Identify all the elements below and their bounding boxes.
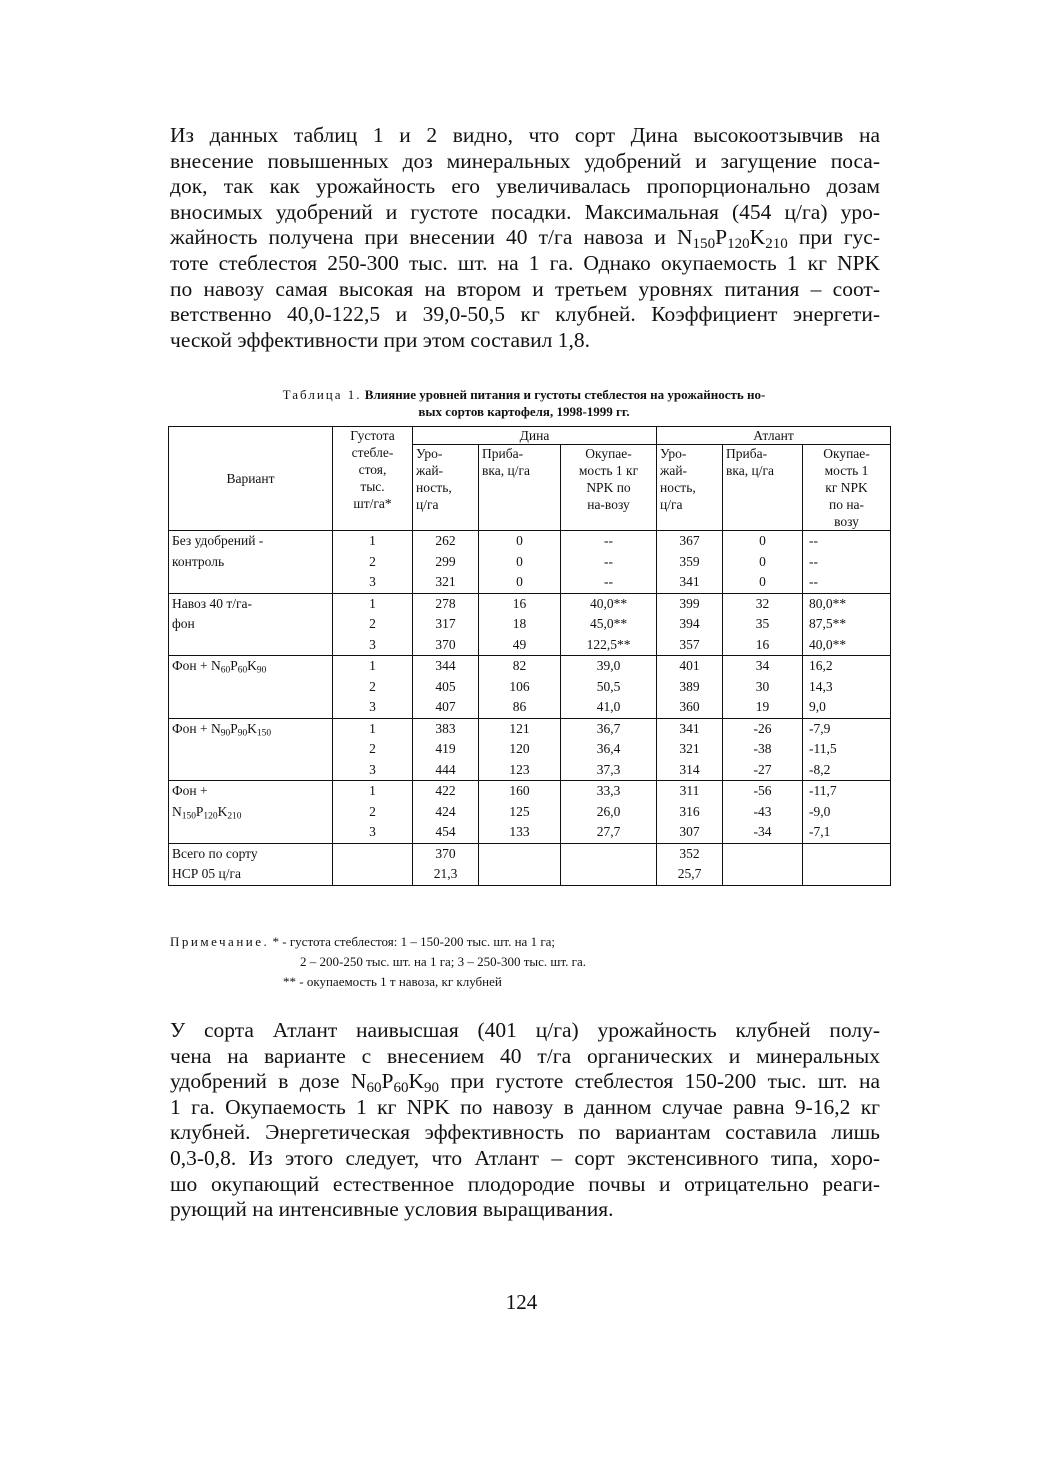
text-line: вносимых удобрений и густоте посадки. Максимальная (454 ц/га) уро-: [170, 199, 880, 224]
cell-density: [333, 718, 413, 781]
cell-variant-value: фон: [172, 616, 195, 631]
cell-dina-yield: [413, 843, 479, 885]
cell-dina-payback: [561, 593, 657, 656]
cell-dina-yield-value: 370: [435, 636, 456, 652]
header-dina-payback: [561, 445, 657, 531]
cell-dina-yield-value: 299: [435, 553, 456, 569]
cell-atlant-yield-value: 394: [679, 616, 700, 631]
cell-atlant-gain-value: -27: [753, 761, 772, 777]
text-line: внесение повышенных доз минеральных удобрений и загущение поса-: [170, 148, 880, 173]
cell-atlant-payback-value: -8,2: [809, 761, 831, 777]
cell-dina-gain: [479, 718, 561, 781]
cell-atlant-payback-value: -11,5: [809, 741, 837, 756]
cell-atlant-yield-value: 311: [679, 783, 700, 798]
cell-dina-yield: [413, 531, 479, 594]
header-line: Уро-: [416, 446, 443, 461]
cell-atlant-yield: [657, 843, 723, 885]
cell-variant-value: $N_{150}P_{120}K_{210}$: [172, 803, 242, 821]
cell-atlant-gain-value: 30: [755, 678, 770, 694]
note-line-3: ** - окупаемость 1 т навоза, кг клубней: [283, 974, 502, 989]
cell-dina-payback-value: 36,7: [596, 720, 621, 736]
cell-dina-yield-value: 419: [435, 741, 456, 756]
text-line: ветственно 40,0-122,5 и 39,0-50,5 кг клубней. Коэффициент энергети-: [170, 302, 880, 327]
text-line: 0,3-0,8. Из этого следует, что Атлант – сорт экстенсивного типа, хоро-: [170, 1145, 880, 1170]
cell-atlant-yield-value: 321: [679, 741, 700, 756]
text-line: жайность получена при внесении 40 т/га навоза и $N_{150}P_{120}K_{210}$ при гус-: [170, 225, 880, 253]
cell-dina-gain-value: 86: [512, 699, 527, 714]
cell-dina-payback-value: --: [604, 574, 613, 589]
cell-atlant-yield-value: 360: [679, 699, 700, 714]
cell-dina-yield-value: 424: [435, 803, 456, 819]
cell-atlant-payback-value: 40,0**: [809, 636, 847, 652]
cell-atlant-gain-value: -43: [753, 803, 772, 819]
cell-dina-yield-value: 370: [435, 845, 456, 861]
header-line: стебле-: [351, 445, 394, 460]
table-note: [170, 932, 890, 992]
header-line: мость 1 кг: [578, 463, 639, 478]
header-line: жай-: [416, 463, 444, 478]
cell-atlant-payback-value: -11,7: [809, 783, 837, 798]
cell-atlant-gain-value: 16: [755, 636, 770, 652]
cell-dina-payback: [561, 531, 657, 594]
cell-density-value: 2: [369, 616, 376, 631]
cell-dina-payback-value: 50,5: [596, 678, 621, 694]
table-row: [169, 656, 891, 719]
table-caption-title-cont: вых сортов картофеля, 1998-1999 гг.: [418, 404, 630, 419]
cell-atlant-gain-value: -34: [753, 824, 772, 839]
cell-dina-payback-value: --: [604, 533, 613, 548]
text-line: Из данных таблиц 1 и 2 видно, что сорт Дина высокоотзывчив на: [170, 123, 880, 147]
table-row: [169, 593, 891, 656]
cell-density-value: 3: [369, 636, 376, 652]
cell-atlant-payback-value: --: [809, 574, 818, 589]
cell-variant-value: Без удобрений -: [172, 533, 264, 548]
cell-atlant-payback: [803, 593, 891, 656]
cell-density-value: 3: [369, 574, 376, 589]
cell-atlant-gain-value: 0: [759, 533, 766, 548]
header-dina: Дина: [413, 427, 657, 445]
cell-atlant-yield: [657, 593, 723, 656]
text-line: рующий на интенсивные условия выращивания.: [170, 1197, 614, 1222]
cell-atlant-payback-value: --: [809, 533, 818, 548]
header-atlant-gain: [723, 445, 803, 531]
cell-atlant-yield-value: 307: [679, 824, 700, 839]
cell-atlant-gain-value: -38: [753, 741, 772, 756]
cell-dina-payback: [561, 843, 657, 885]
cell-density: [333, 531, 413, 594]
cell-dina-gain-value: 106: [509, 678, 530, 694]
cell-atlant-payback: [803, 718, 891, 781]
cell-variant-value: НСР 05 ц/га: [172, 866, 242, 881]
header-line: по на-: [828, 497, 865, 512]
cell-atlant-payback: [803, 843, 891, 885]
cell-density-value: 1: [369, 783, 376, 798]
cell-density-value: 1: [369, 720, 376, 736]
cell-variant: [169, 781, 333, 844]
cell-atlant-yield: [657, 656, 723, 719]
cell-atlant-payback: [803, 531, 891, 594]
cell-atlant-gain: [723, 531, 803, 594]
cell-atlant-yield-value: 389: [679, 678, 700, 694]
cell-atlant-yield: [657, 531, 723, 594]
cell-atlant-payback-value: 87,5**: [809, 616, 847, 631]
text-line: док, так как урожайность его увеличивалась пропорционально дозам: [170, 174, 880, 199]
cell-atlant-gain-value: -26: [753, 720, 772, 736]
cell-dina-yield-value: 344: [435, 658, 456, 673]
header-line: Густота: [350, 428, 395, 443]
cell-atlant-yield-value: 25,7: [677, 866, 702, 881]
cell-density-value: 2: [369, 741, 376, 756]
cell-atlant-gain-value: 0: [759, 574, 766, 589]
note-line-1: * - густота стеблестоя: 1 – 150-200 тыс. шт. на 1 га;: [272, 934, 556, 949]
cell-density: [333, 843, 413, 885]
paragraph-intro: [170, 123, 880, 353]
cell-atlant-payback-value: 80,0**: [809, 595, 847, 611]
cell-dina-yield: [413, 593, 479, 656]
cell-dina-yield: [413, 781, 479, 844]
cell-dina-gain: [479, 781, 561, 844]
table-row: [169, 781, 891, 844]
cell-dina-payback-value: --: [604, 553, 613, 569]
cell-atlant-yield-value: 316: [679, 803, 700, 819]
cell-variant: [169, 843, 333, 885]
cell-atlant-yield-value: 367: [679, 533, 700, 548]
cell-atlant-payback-value: --: [809, 553, 818, 569]
cell-density-value: 1: [369, 658, 376, 673]
cell-dina-gain-value: 82: [512, 658, 527, 673]
cell-dina-gain: [479, 531, 561, 594]
cell-atlant-payback-value: 16,2: [809, 658, 833, 673]
text-line: удобрений в дозе $N_{60}P_{60}K_{90}$ при густоте стеблестоя 150-200 тыс. шт. на: [170, 1069, 880, 1096]
cell-dina-gain-value: 120: [509, 741, 530, 756]
cell-density-value: 3: [369, 699, 376, 714]
cell-atlant-yield: [657, 718, 723, 781]
cell-atlant-yield-value: 314: [679, 761, 700, 777]
header-line: ность,: [660, 480, 696, 495]
header-dina-gain: [479, 445, 561, 531]
cell-atlant-gain-value: 35: [755, 616, 770, 631]
cell-dina-payback: [561, 656, 657, 719]
header-line: стоя,: [358, 462, 387, 477]
table-row-total: [169, 843, 891, 885]
header-line: мость 1: [824, 463, 869, 478]
header-line: Приба-: [726, 446, 768, 461]
note-line-2: 2 – 200-250 тыс. шт. на 1 га; 3 – 250-300 тыс. шт. га.: [300, 954, 586, 969]
cell-variant: [169, 593, 333, 656]
cell-dina-yield-value: 278: [435, 595, 456, 611]
header-line: на-возу: [587, 497, 630, 512]
cell-dina-yield: [413, 656, 479, 719]
header-density: [333, 427, 413, 531]
cell-atlant-gain-value: -56: [753, 783, 772, 798]
cell-variant-value: Всего по сорту: [172, 845, 258, 861]
header-line: ц/га: [660, 497, 683, 512]
header-line: ц/га: [416, 497, 439, 512]
cell-density-value: 2: [369, 553, 376, 569]
text-line: клубней. Энергетическая эффективность по вариантам составила лишь: [170, 1120, 880, 1145]
cell-atlant-payback: [803, 781, 891, 844]
cell-atlant-yield-value: 341: [679, 574, 700, 589]
cell-atlant-payback-value: 14,3: [809, 678, 833, 694]
table-header-row-1: [169, 427, 891, 445]
cell-atlant-gain-value: 19: [755, 699, 770, 714]
table-caption-title: Влияние уровней питания и густоты стеблестоя на урожайность но-: [364, 387, 766, 402]
cell-dina-yield-value: 321: [435, 574, 456, 589]
cell-dina-gain-value: 123: [509, 761, 530, 777]
header-line: NPK по: [586, 480, 631, 495]
header-line: Окупае-: [823, 446, 870, 461]
page-number: 124: [505, 1290, 538, 1314]
cell-atlant-payback-value: -7,1: [809, 824, 831, 839]
text-line: ческой эффективности при этом составил 1,8.: [170, 327, 591, 352]
header-atlant: Атлант: [657, 427, 891, 445]
cell-atlant-gain: [723, 843, 803, 885]
cell-atlant-gain-value: 32: [755, 595, 770, 611]
cell-dina-gain-value: 0: [516, 574, 523, 589]
header-variant: Вариант: [169, 427, 333, 531]
cell-atlant-payback: [803, 656, 891, 719]
cell-dina-gain-value: 125: [509, 803, 530, 819]
cell-dina-yield-value: 422: [435, 783, 456, 798]
cell-dina-payback-value: 41,0: [596, 699, 621, 714]
cell-atlant-payback-value: -9,0: [809, 803, 831, 819]
cell-dina-gain: [479, 593, 561, 656]
cell-variant-value: Навоз 40 т/га-: [172, 595, 253, 611]
cell-dina-gain-value: 16: [512, 595, 527, 611]
header-atlant-yield: [657, 445, 723, 531]
cell-density-value: 1: [369, 533, 376, 548]
cell-dina-yield-value: 262: [435, 533, 456, 548]
header-line: Уро-: [660, 446, 687, 461]
cell-dina-gain-value: 0: [516, 533, 523, 548]
cell-atlant-gain: [723, 781, 803, 844]
cell-density-value: 3: [369, 761, 376, 777]
cell-dina-payback-value: 122,5**: [586, 636, 631, 652]
note-label: Примечание.: [170, 934, 270, 949]
cell-atlant-yield-value: 399: [679, 595, 700, 611]
cell-variant: [169, 656, 333, 719]
header-line: шт/га*: [353, 496, 392, 511]
cell-atlant-payback-value: 9,0: [809, 699, 826, 714]
cell-atlant-payback-value: -7,9: [809, 720, 831, 736]
cell-dina-gain-value: 0: [516, 553, 523, 569]
cell-atlant-yield-value: 359: [679, 553, 700, 569]
text-line: У сорта Атлант наивысшая (401 ц/га) урожайность клубней полу-: [170, 1018, 880, 1042]
cell-density-value: 2: [369, 803, 376, 819]
cell-dina-yield-value: 454: [435, 824, 456, 839]
cell-dina-gain-value: 49: [512, 636, 527, 652]
cell-variant: [169, 531, 333, 594]
header-line: вка, ц/га: [482, 463, 530, 478]
cell-dina-payback-value: 37,3: [596, 761, 621, 777]
cell-atlant-gain: [723, 593, 803, 656]
cell-atlant-gain-value: 0: [759, 553, 766, 569]
cell-atlant-gain: [723, 656, 803, 719]
table-caption-label: Таблица 1.: [282, 387, 362, 402]
cell-dina-payback-value: 26,0: [596, 803, 621, 819]
text-line: 1 га. Окупаемость 1 кг NPK по навозу в данном случае равна 9-16,2 кг: [170, 1094, 880, 1119]
cell-atlant-yield: [657, 781, 723, 844]
cell-dina-payback: [561, 781, 657, 844]
cell-atlant-yield-value: 357: [679, 636, 700, 652]
header-dina-yield: [413, 445, 479, 531]
header-line: тыс.: [360, 479, 385, 494]
cell-dina-yield-value: 21,3: [433, 866, 458, 881]
cell-dina-payback-value: 27,7: [596, 824, 621, 839]
text-line: чена на варианте с внесением 40 т/га органических и минеральных: [170, 1043, 880, 1068]
cell-dina-payback-value: 33,3: [596, 783, 621, 798]
header-line: кг NPK: [825, 480, 868, 495]
cell-dina-gain-value: 18: [512, 616, 527, 631]
cell-atlant-gain-value: 34: [755, 658, 770, 673]
cell-density: [333, 593, 413, 656]
header-line: вка, ц/га: [726, 463, 774, 478]
cell-atlant-yield-value: 401: [679, 658, 700, 673]
cell-dina-payback-value: 45,0**: [589, 616, 628, 631]
header-line: Приба-: [482, 446, 524, 461]
cell-dina-yield-value: 444: [435, 761, 456, 777]
header-line: ность,: [416, 480, 452, 495]
cell-atlant-yield-value: 341: [679, 720, 700, 736]
cell-density-value: 2: [369, 678, 376, 694]
table-row: [169, 718, 891, 781]
data-table: [168, 426, 891, 886]
cell-density: [333, 781, 413, 844]
cell-dina-gain-value: 160: [509, 783, 530, 798]
cell-atlant-yield-value: 352: [679, 845, 700, 861]
cell-dina-gain-value: 121: [509, 720, 530, 736]
table-row: [169, 531, 891, 594]
cell-variant-value: Фон +: [172, 783, 208, 798]
cell-dina-payback-value: 36,4: [596, 741, 621, 756]
cell-dina-yield: [413, 718, 479, 781]
text-line: тоте стеблестоя 250-300 тыс. шт. на 1 га. Однако окупаемость 1 кг NPK: [170, 250, 880, 275]
table-caption: [178, 386, 870, 420]
cell-variant-value: контроль: [172, 553, 225, 569]
header-atlant-payback: [803, 445, 891, 531]
cell-density: [333, 656, 413, 719]
cell-density-value: 3: [369, 824, 376, 839]
cell-dina-gain: [479, 843, 561, 885]
cell-density-value: 1: [369, 595, 376, 611]
paragraph-atlant: [170, 1018, 880, 1223]
text-line: по навозу самая высокая на втором и третьем уровнях питания – соот-: [170, 276, 880, 301]
cell-dina-yield-value: 317: [435, 616, 456, 631]
cell-variant-value: Фон + $N_{60}P_{60}K_{90}$: [172, 658, 267, 676]
cell-dina-gain-value: 133: [509, 824, 530, 839]
text-line: шо окупающий естественное плодородие почвы и отрицательно реаги-: [170, 1171, 880, 1196]
header-line: возу: [834, 514, 859, 529]
cell-variant: [169, 718, 333, 781]
cell-dina-gain: [479, 656, 561, 719]
cell-dina-yield-value: 407: [435, 699, 456, 714]
cell-dina-yield-value: 405: [435, 678, 456, 694]
cell-atlant-gain: [723, 718, 803, 781]
header-line: жай-: [660, 463, 688, 478]
cell-dina-yield-value: 383: [435, 720, 456, 736]
cell-dina-payback-value: 39,0: [596, 658, 621, 673]
cell-dina-payback: [561, 718, 657, 781]
cell-dina-payback-value: 40,0**: [589, 595, 628, 611]
cell-variant-value: Фон + $N_{90}P_{90}K_{150}$: [172, 720, 272, 738]
header-line: Окупае-: [585, 446, 632, 461]
